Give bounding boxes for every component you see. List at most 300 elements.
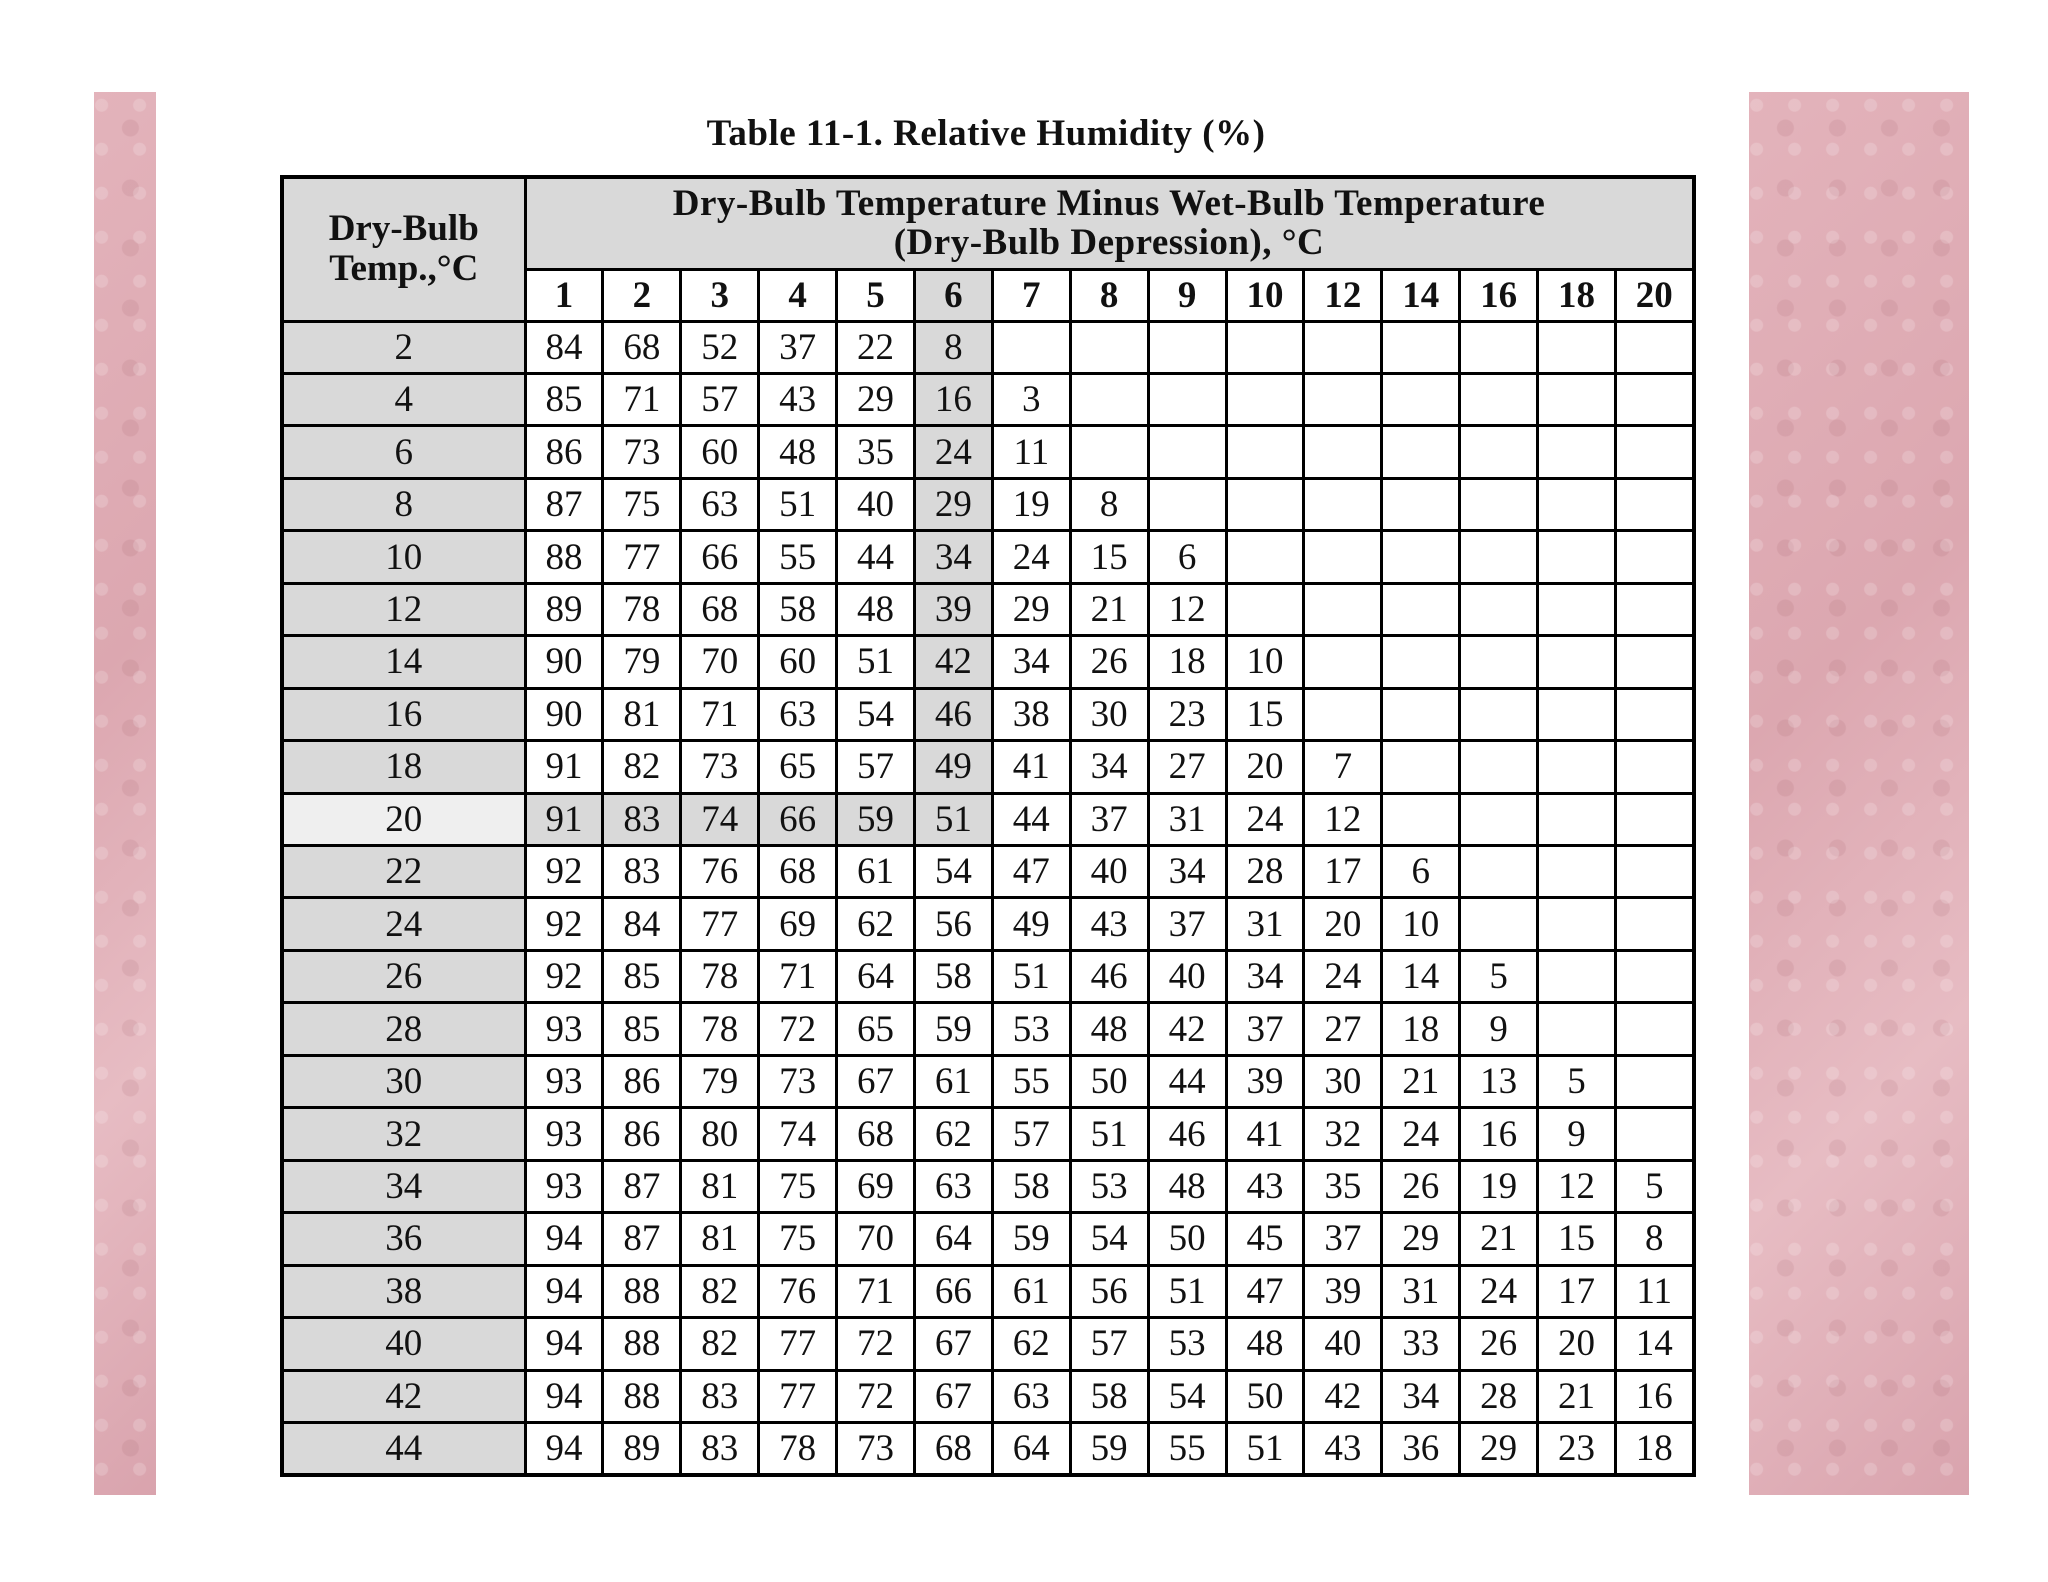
humidity-cell: 82 [681,1265,759,1317]
table-row [282,321,1694,373]
row-label-temp: 30 [282,1055,525,1107]
humidity-cell [992,321,1070,373]
humidity-cell: 13 [1460,1055,1538,1107]
humidity-cell: 9 [1460,1003,1538,1055]
humidity-cell [1460,636,1538,688]
humidity-cell: 63 [681,478,759,530]
humidity-cell: 16 [1615,1370,1693,1422]
humidity-cell: 34 [1070,741,1148,793]
humidity-cell: 67 [914,1370,992,1422]
table-row [282,373,1694,425]
humidity-cell: 76 [681,846,759,898]
humidity-cell [1538,793,1616,845]
humidity-cell: 58 [992,1160,1070,1212]
humidity-cell: 90 [525,688,603,740]
humidity-cell: 17 [1538,1265,1616,1317]
column-header-3: 3 [681,269,759,321]
humidity-cell: 71 [681,688,759,740]
humidity-cell: 92 [525,950,603,1002]
humidity-cell: 65 [837,1003,915,1055]
humidity-cell: 56 [1070,1265,1148,1317]
humidity-cell [1615,1003,1693,1055]
column-header-7: 7 [992,269,1070,321]
humidity-cell: 69 [759,898,837,950]
humidity-cell: 39 [1304,1265,1382,1317]
humidity-cell: 75 [603,478,681,530]
column-group-header [525,177,1694,269]
humidity-cell: 92 [525,898,603,950]
humidity-cell [1538,898,1616,950]
humidity-cell: 49 [914,741,992,793]
humidity-cell: 94 [525,1423,603,1475]
humidity-cell: 40 [1070,846,1148,898]
humidity-cell: 63 [992,1370,1070,1422]
column-header-8: 8 [1070,269,1148,321]
humidity-cell: 36 [1382,1423,1460,1475]
row-label-temp: 20 [282,793,525,845]
humidity-cell [1538,583,1616,635]
left-decorative-band [94,92,156,1495]
humidity-cell [1304,531,1382,583]
humidity-cell: 79 [681,1055,759,1107]
humidity-cell: 77 [603,531,681,583]
humidity-cell: 81 [603,688,681,740]
humidity-cell: 21 [1070,583,1148,635]
humidity-cell [1070,321,1148,373]
humidity-cell: 10 [1226,636,1304,688]
humidity-cell: 15 [1538,1213,1616,1265]
row-label-temp: 42 [282,1370,525,1422]
humidity-cell [1460,793,1538,845]
humidity-cell: 6 [1382,846,1460,898]
humidity-cell: 50 [1148,1213,1226,1265]
row-label-temp: 8 [282,478,525,530]
humidity-cell: 64 [992,1423,1070,1475]
humidity-cell [1538,478,1616,530]
humidity-cell [1615,1108,1693,1160]
humidity-cell: 26 [1070,636,1148,688]
column-header-1: 1 [525,269,603,321]
row-header-label [282,177,525,321]
humidity-cell: 48 [759,426,837,478]
humidity-cell: 40 [1148,950,1226,1002]
row-label-temp: 34 [282,1160,525,1212]
humidity-cell: 29 [1382,1213,1460,1265]
humidity-cell: 46 [914,688,992,740]
humidity-cell [1226,531,1304,583]
row-label-temp: 36 [282,1213,525,1265]
humidity-cell: 63 [914,1160,992,1212]
humidity-cell: 62 [837,898,915,950]
humidity-cell [1460,846,1538,898]
humidity-cell: 23 [1538,1423,1616,1475]
humidity-cell [1538,373,1616,425]
humidity-cell [1460,321,1538,373]
humidity-cell: 54 [1148,1370,1226,1422]
humidity-cell: 29 [992,583,1070,635]
humidity-cell [1148,321,1226,373]
humidity-cell: 77 [759,1318,837,1370]
row-label-temp: 14 [282,636,525,688]
column-header-10: 10 [1226,269,1304,321]
humidity-cell: 53 [992,1003,1070,1055]
humidity-cell: 5 [1460,950,1538,1002]
humidity-cell: 48 [1070,1003,1148,1055]
humidity-cell: 71 [837,1265,915,1317]
humidity-cell: 29 [914,478,992,530]
humidity-cell: 73 [681,741,759,793]
humidity-cell [1460,478,1538,530]
humidity-cell: 94 [525,1318,603,1370]
humidity-cell: 83 [681,1423,759,1475]
humidity-cell: 24 [992,531,1070,583]
humidity-cell [1226,583,1304,635]
humidity-cell: 68 [759,846,837,898]
humidity-cell: 6 [1148,531,1226,583]
humidity-cell [1615,898,1693,950]
humidity-cell: 35 [837,426,915,478]
humidity-cell: 48 [1148,1160,1226,1212]
humidity-cell: 83 [603,793,681,845]
humidity-cell [1460,583,1538,635]
humidity-cell [1382,531,1460,583]
humidity-cell: 49 [992,898,1070,950]
humidity-cell: 52 [681,321,759,373]
humidity-cell: 72 [837,1370,915,1422]
humidity-cell: 82 [603,741,681,793]
humidity-cell [1382,688,1460,740]
humidity-cell: 43 [759,373,837,425]
column-header-2: 2 [603,269,681,321]
humidity-cell: 24 [914,426,992,478]
humidity-cell: 28 [1460,1370,1538,1422]
row-label-temp: 28 [282,1003,525,1055]
group-header-line-1: Dry-Bulb Temperature Minus Wet-Bulb Temperature [672,183,1546,225]
humidity-cell: 68 [914,1423,992,1475]
humidity-cell: 18 [1148,636,1226,688]
table-row [282,741,1694,793]
humidity-cell: 34 [914,531,992,583]
humidity-cell: 76 [759,1265,837,1317]
column-header-4: 4 [759,269,837,321]
humidity-cell: 78 [759,1423,837,1475]
humidity-cell: 67 [837,1055,915,1107]
humidity-cell: 84 [525,321,603,373]
humidity-cell: 59 [1070,1423,1148,1475]
humidity-cell: 46 [1070,950,1148,1002]
humidity-cell: 86 [603,1055,681,1107]
humidity-cell: 18 [1382,1003,1460,1055]
humidity-cell: 87 [603,1213,681,1265]
humidity-cell: 69 [837,1160,915,1212]
humidity-cell: 89 [525,583,603,635]
humidity-cell: 55 [992,1055,1070,1107]
humidity-cell: 5 [1538,1055,1616,1107]
humidity-cell: 93 [525,1003,603,1055]
humidity-cell [1615,950,1693,1002]
row-header-line-1: Dry-Bulb [328,208,479,250]
row-label-temp: 40 [282,1318,525,1370]
humidity-cell: 68 [837,1108,915,1160]
humidity-cell [1615,741,1693,793]
row-label-temp: 26 [282,950,525,1002]
humidity-cell [1615,373,1693,425]
humidity-cell: 41 [1226,1108,1304,1160]
humidity-cell [1615,688,1693,740]
humidity-cell: 39 [1226,1055,1304,1107]
humidity-cell: 64 [914,1213,992,1265]
humidity-cell: 33 [1382,1318,1460,1370]
humidity-cell: 73 [759,1055,837,1107]
humidity-cell: 31 [1148,793,1226,845]
table-row [282,1160,1694,1212]
relative-humidity-table [280,175,1696,1477]
humidity-cell: 83 [603,846,681,898]
group-header-line-2: (Dry-Bulb Depression), °C [893,222,1325,264]
humidity-cell: 93 [525,1108,603,1160]
humidity-cell: 9 [1538,1108,1616,1160]
humidity-cell [1538,846,1616,898]
humidity-cell: 58 [914,950,992,1002]
humidity-cell: 78 [603,583,681,635]
humidity-cell: 21 [1538,1370,1616,1422]
humidity-cell: 59 [837,793,915,845]
humidity-cell: 72 [837,1318,915,1370]
humidity-cell: 26 [1460,1318,1538,1370]
humidity-cell [1615,846,1693,898]
humidity-cell: 31 [1226,898,1304,950]
humidity-cell: 5 [1615,1160,1693,1212]
humidity-cell: 48 [1226,1318,1304,1370]
humidity-cell: 31 [1382,1265,1460,1317]
humidity-cell: 44 [837,531,915,583]
humidity-cell [1538,531,1616,583]
humidity-cell: 37 [1070,793,1148,845]
humidity-cell [1226,321,1304,373]
humidity-cell: 57 [837,741,915,793]
humidity-cell [1615,1055,1693,1107]
humidity-cell: 75 [759,1160,837,1212]
humidity-cell: 16 [914,373,992,425]
humidity-cell: 35 [1304,1160,1382,1212]
humidity-cell: 24 [1226,793,1304,845]
humidity-cell: 73 [837,1423,915,1475]
column-header-5: 5 [837,269,915,321]
row-label-temp: 44 [282,1423,525,1475]
humidity-cell: 20 [1226,741,1304,793]
table-row [282,1370,1694,1422]
humidity-cell: 34 [1148,846,1226,898]
humidity-cell: 34 [1382,1370,1460,1422]
humidity-cell: 42 [1304,1370,1382,1422]
humidity-cell: 17 [1304,846,1382,898]
humidity-cell [1615,321,1693,373]
humidity-cell: 80 [681,1108,759,1160]
humidity-cell: 11 [992,426,1070,478]
humidity-cell: 48 [837,583,915,635]
humidity-cell [1304,583,1382,635]
humidity-cell: 59 [992,1213,1070,1265]
humidity-cell: 87 [603,1160,681,1212]
humidity-cell: 37 [1148,898,1226,950]
humidity-cell: 50 [1226,1370,1304,1422]
humidity-cell: 37 [1226,1003,1304,1055]
humidity-cell [1615,426,1693,478]
table-row [282,898,1694,950]
humidity-cell: 51 [992,950,1070,1002]
table-row [282,1213,1694,1265]
humidity-cell: 60 [759,636,837,688]
humidity-cell: 85 [525,373,603,425]
row-label-temp: 16 [282,688,525,740]
humidity-cell: 21 [1382,1055,1460,1107]
humidity-cell: 30 [1304,1055,1382,1107]
humidity-cell: 85 [603,1003,681,1055]
humidity-cell: 55 [759,531,837,583]
column-header-6: 6 [914,269,992,321]
right-decorative-band [1749,92,1969,1495]
humidity-cell [1382,636,1460,688]
humidity-cell: 30 [1070,688,1148,740]
humidity-cell: 86 [603,1108,681,1160]
humidity-cell: 8 [914,321,992,373]
humidity-cell: 50 [1070,1055,1148,1107]
humidity-cell [1615,583,1693,635]
humidity-cell: 29 [837,373,915,425]
humidity-cell: 19 [992,478,1070,530]
humidity-cell [1538,688,1616,740]
humidity-cell: 12 [1304,793,1382,845]
humidity-cell [1615,478,1693,530]
humidity-cell: 51 [1070,1108,1148,1160]
humidity-cell: 67 [914,1318,992,1370]
humidity-cell: 59 [914,1003,992,1055]
humidity-cell: 72 [759,1003,837,1055]
humidity-cell [1382,478,1460,530]
humidity-cell [1538,950,1616,1002]
humidity-cell: 37 [759,321,837,373]
humidity-cell: 38 [992,688,1070,740]
humidity-cell: 91 [525,741,603,793]
table-row [282,688,1694,740]
humidity-cell [1615,531,1693,583]
humidity-cell: 40 [837,478,915,530]
humidity-cell: 40 [1304,1318,1382,1370]
humidity-cell: 11 [1615,1265,1693,1317]
humidity-cell: 56 [914,898,992,950]
humidity-cell: 91 [525,793,603,845]
humidity-cell: 8 [1615,1213,1693,1265]
humidity-cell: 51 [1148,1265,1226,1317]
humidity-cell: 27 [1304,1003,1382,1055]
humidity-cell: 46 [1148,1108,1226,1160]
humidity-cell: 71 [603,373,681,425]
humidity-cell: 8 [1070,478,1148,530]
humidity-cell [1382,321,1460,373]
humidity-cell [1460,688,1538,740]
humidity-cell: 94 [525,1370,603,1422]
humidity-cell [1382,426,1460,478]
humidity-cell: 70 [837,1213,915,1265]
humidity-cell: 44 [992,793,1070,845]
humidity-cell: 64 [837,950,915,1002]
table-row [282,478,1694,530]
humidity-cell: 51 [759,478,837,530]
humidity-cell: 27 [1148,741,1226,793]
humidity-cell: 65 [759,741,837,793]
row-label-temp: 12 [282,583,525,635]
humidity-cell: 74 [681,793,759,845]
humidity-cell: 84 [603,898,681,950]
humidity-cell: 51 [914,793,992,845]
humidity-cell: 61 [992,1265,1070,1317]
humidity-cell: 83 [681,1370,759,1422]
humidity-cell: 89 [603,1423,681,1475]
humidity-cell [1148,426,1226,478]
humidity-cell: 54 [914,846,992,898]
humidity-cell: 61 [914,1055,992,1107]
humidity-cell: 19 [1460,1160,1538,1212]
humidity-cell [1304,478,1382,530]
humidity-cell: 62 [914,1108,992,1160]
humidity-cell: 34 [1226,950,1304,1002]
humidity-cell [1148,478,1226,530]
humidity-cell: 74 [759,1108,837,1160]
humidity-cell [1304,636,1382,688]
row-label-temp: 4 [282,373,525,425]
row-label-temp: 22 [282,846,525,898]
table-row [282,1265,1694,1317]
humidity-cell [1304,426,1382,478]
humidity-cell: 57 [681,373,759,425]
humidity-cell: 57 [1070,1318,1148,1370]
humidity-cell [1538,636,1616,688]
humidity-cell: 34 [992,636,1070,688]
humidity-cell: 29 [1460,1423,1538,1475]
humidity-cell: 82 [681,1318,759,1370]
humidity-cell: 62 [992,1318,1070,1370]
humidity-cell: 93 [525,1160,603,1212]
humidity-cell: 93 [525,1055,603,1107]
humidity-cell: 90 [525,636,603,688]
humidity-cell: 78 [681,950,759,1002]
humidity-cell: 66 [914,1265,992,1317]
humidity-cell: 32 [1304,1108,1382,1160]
humidity-cell: 20 [1538,1318,1616,1370]
humidity-cell: 60 [681,426,759,478]
humidity-cell: 12 [1538,1160,1616,1212]
humidity-cell: 77 [681,898,759,950]
humidity-cell: 18 [1615,1423,1693,1475]
humidity-cell [1226,426,1304,478]
humidity-cell [1382,583,1460,635]
humidity-cell: 66 [759,793,837,845]
humidity-cell: 86 [525,426,603,478]
humidity-cell: 3 [992,373,1070,425]
humidity-cell [1070,373,1148,425]
humidity-cell: 55 [1148,1423,1226,1475]
humidity-cell: 24 [1382,1108,1460,1160]
humidity-cell: 94 [525,1213,603,1265]
table-row [282,636,1694,688]
humidity-cell [1615,636,1693,688]
humidity-cell: 81 [681,1213,759,1265]
table-row [282,1423,1694,1475]
column-header-14: 14 [1382,269,1460,321]
humidity-cell: 66 [681,531,759,583]
humidity-cell: 14 [1382,950,1460,1002]
humidity-cell: 54 [837,688,915,740]
